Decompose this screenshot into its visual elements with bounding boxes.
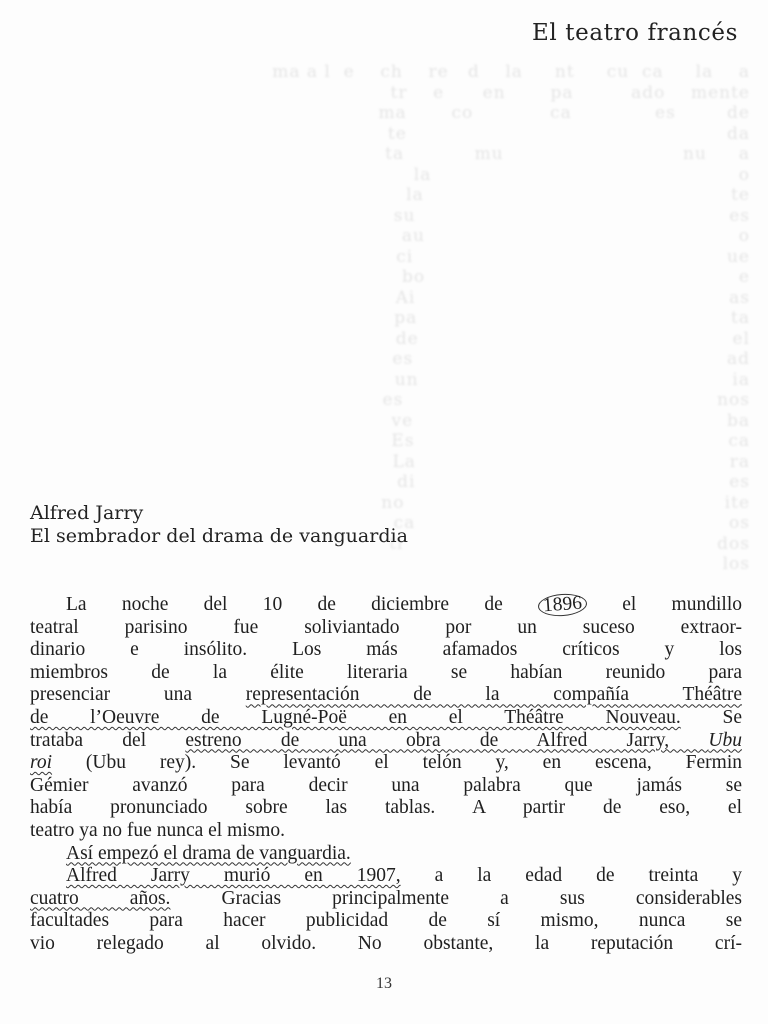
text-line [30, 865, 742, 888]
body-text [30, 594, 742, 956]
circled-year: 1896 [537, 592, 587, 617]
show-through-texture: ma a l e ch re d la nt cu ca la a tr e en pa ado mente ma co ca es de te da ta mu nu a la o la te su es au o ci ue bo e Ai as pa ta de el es ad un ia es nos ve ba Es ca La ra di es no ite ca os ti dos los [272, 62, 750, 574]
text-span: Gracias principalmente a sus considerables [170, 887, 742, 909]
section-subtitle: El sembrador del drama de vanguardia [30, 525, 408, 547]
underlined-italic-title: Ubu [708, 729, 742, 751]
text-line: teatral parisino fue soliviantado por un suceso extraor- [30, 616, 742, 638]
text-line [30, 684, 742, 707]
text-line [30, 594, 742, 617]
text-line: vio relegado al olvido. No obstante, la reputación crí- [30, 932, 742, 954]
text-span: presenciar una [30, 684, 246, 706]
text-line: había pronunciado sobre las tablas. A partir de eso, el [30, 797, 742, 819]
page-number: 13 [376, 975, 392, 992]
text-line: teatro ya no fue nunca el mismo. [30, 819, 286, 841]
text-line [30, 730, 742, 753]
text-line [30, 843, 742, 866]
text-line: miembros de la élite literaria se habían reunido para [30, 661, 742, 683]
running-header: El teatro francés [532, 20, 738, 46]
text-span: el mundillo [586, 594, 742, 615]
text-span: Se [680, 706, 743, 728]
text-line [30, 752, 742, 775]
underlined-text: estreno de una obra de Alfred Jarry, [185, 729, 709, 751]
underlined-text: de l’Oeuvre de Lugné-Poë en el Théâtre Nouveau. [30, 706, 681, 728]
text-span: (Ubu rey). Se levantó el telón y, en escena, Fermin [52, 752, 742, 774]
underlined-italic-title: roi [30, 752, 53, 774]
underlined-text: Alfred Jarry murió en 1907, [66, 865, 401, 887]
text-line [30, 888, 742, 911]
section-heading [30, 502, 408, 548]
text-line: Gémier avanzó para decir una palabra que jamás se [30, 774, 742, 796]
text-line: dinario e insólito. Los más afamados críticos y los [30, 639, 742, 661]
underlined-text: representación de la compañía Théâtre [245, 684, 742, 706]
text-line [30, 707, 742, 730]
underlined-text: cuatro años. [30, 887, 171, 909]
section-title: Alfred Jarry [30, 502, 144, 524]
underlined-text: Así empezó el drama de vanguardia. [66, 842, 351, 864]
text-span: La noche del 10 de diciembre de [66, 594, 538, 615]
text-span: a la edad de treinta y [400, 865, 742, 887]
text-line: facultades para hacer publicidad de sí mismo, nunca se [30, 910, 742, 932]
text-span: trataba del [30, 729, 186, 751]
